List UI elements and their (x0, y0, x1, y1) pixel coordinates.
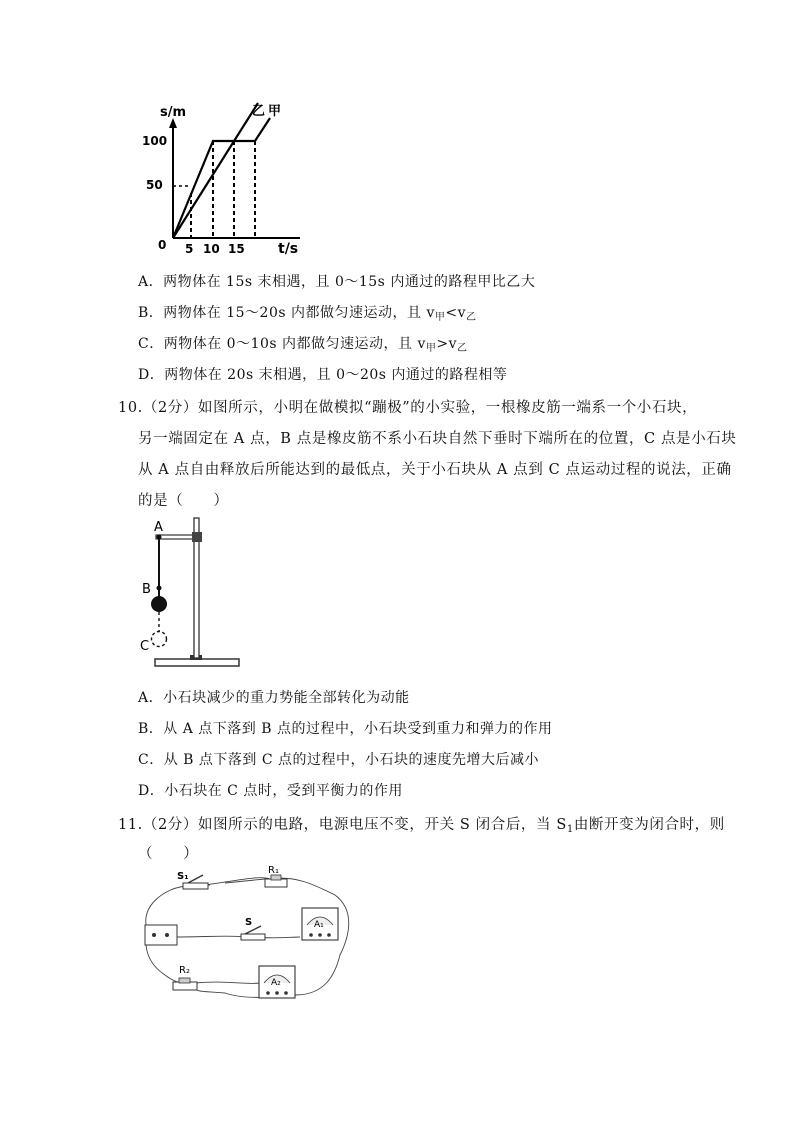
q9-option-c[interactable] (138, 333, 468, 354)
q10-option-b[interactable]: B．从 A 点下落到 B 点的过程中，小石块受到重力和弹力的作用 (138, 721, 553, 737)
q9-option-a[interactable]: A．两物体在 15s 末相遇，且 0～15s 内通过的路程甲比乙大 (138, 274, 536, 290)
q10-stem-line1: 10.（2分）如图所示，小明在做模拟“蹦极”的小实验，一根橡皮筋一端系一个小石块， (118, 400, 698, 416)
label-r1: R₁ (268, 865, 279, 876)
y-axis-label: s/m (160, 105, 187, 120)
label-a2: A₂ (271, 978, 281, 988)
bungee-figure (138, 515, 248, 675)
stand-clamp (192, 532, 202, 542)
stand-base (155, 659, 239, 666)
q9-option-c-sub2: 乙 (457, 343, 468, 354)
switch-s-base (241, 934, 265, 940)
q9-option-d[interactable]: D．两物体在 20s 末相遇，且 0～20s 内通过的路程相等 (138, 367, 508, 383)
ammeter-a1-terminal-1 (309, 933, 313, 937)
label-b: B (142, 582, 151, 597)
x-axis-label: t/s (278, 241, 299, 257)
q10-stem-line2: 另一端固定在 A 点，B 点是橡皮筋不系小石块自然下垂时下端所在的位置，C 点是小石块 (138, 431, 737, 447)
label-jia: 甲 (268, 104, 282, 119)
q9-option-b-mid: <v (445, 305, 467, 321)
x-tick-10: 10 (203, 242, 220, 256)
circuit-figure (135, 865, 355, 1010)
label-s: S (245, 917, 253, 928)
point-b-dot (157, 586, 162, 591)
stone (151, 596, 167, 612)
wire-mid (175, 936, 300, 938)
q10-option-a[interactable]: A．小石块减少的重力势能全部转化为动能 (138, 690, 410, 706)
q9-option-b-sub1: 甲 (434, 312, 446, 323)
q11-stem-line2: （ ） (138, 846, 199, 862)
line-yi (173, 103, 258, 238)
q11-stem-text-a: 11.（2分）如图所示的电路，电源电压不变，开关 S 闭合后，当 S (118, 817, 567, 833)
power-terminal-2 (165, 933, 169, 937)
ammeter-a2-terminal-1 (266, 991, 270, 995)
label-a: A (154, 520, 163, 535)
ammeter-a1-terminal-3 (327, 933, 331, 937)
label-a1: A₁ (314, 920, 324, 930)
q11-stem-text-b: 由断开变为闭合时，则 (573, 817, 725, 833)
switch-s1-lever (188, 875, 203, 883)
power-supply (145, 925, 177, 945)
ammeter-a1-terminal-2 (318, 933, 322, 937)
x-tick-5: 5 (185, 242, 194, 256)
ammeter-a2-terminal-2 (275, 991, 279, 995)
label-s1: S₁ (177, 871, 189, 882)
q11-stem-sub: 1 (566, 824, 574, 835)
x-tick-15: 15 (228, 242, 245, 256)
q10-option-d[interactable]: D．小石块在 C 点时，受到平衡力的作用 (138, 783, 403, 799)
q9-option-b-sub2: 乙 (466, 312, 477, 323)
y-tick-100: 100 (142, 134, 168, 148)
q9-option-b-text: B．两物体在 15～20s 内都做匀速运动，且 v (138, 305, 435, 321)
point-a-dot (157, 535, 162, 540)
q9-option-b[interactable] (138, 302, 477, 323)
resistor-r2-body (179, 978, 190, 983)
q9-option-c-sub1: 甲 (425, 343, 437, 354)
stone-at-c (152, 632, 167, 647)
q10-option-c[interactable]: C．从 B 点下落到 C 点的过程中，小石块的速度先增大后减小 (138, 752, 540, 768)
ammeter-a2-terminal-3 (284, 991, 288, 995)
power-terminal-1 (152, 933, 156, 937)
switch-s1-base (183, 883, 208, 889)
q9-option-c-text: C．两物体在 0～10s 内都做匀速运动，且 v (138, 336, 426, 352)
q10-stem-line4: 的是（ ） (138, 493, 229, 509)
label-r2: R₂ (179, 965, 190, 976)
wire-a2 (195, 982, 260, 983)
q9-option-c-mid: >v (436, 336, 458, 352)
q11-stem-line1 (118, 813, 725, 835)
distance-time-graph (140, 98, 315, 263)
label-yi: 乙 (252, 104, 266, 119)
label-c: C (140, 639, 150, 654)
q10-stem-line3: 从 A 点自由释放后所能达到的最低点，关于小石块从 A 点到 C 点运动过程的说法，正确 (138, 462, 732, 478)
origin-label: 0 (158, 238, 167, 252)
stand-arm (156, 535, 198, 539)
y-tick-50: 50 (146, 178, 163, 192)
